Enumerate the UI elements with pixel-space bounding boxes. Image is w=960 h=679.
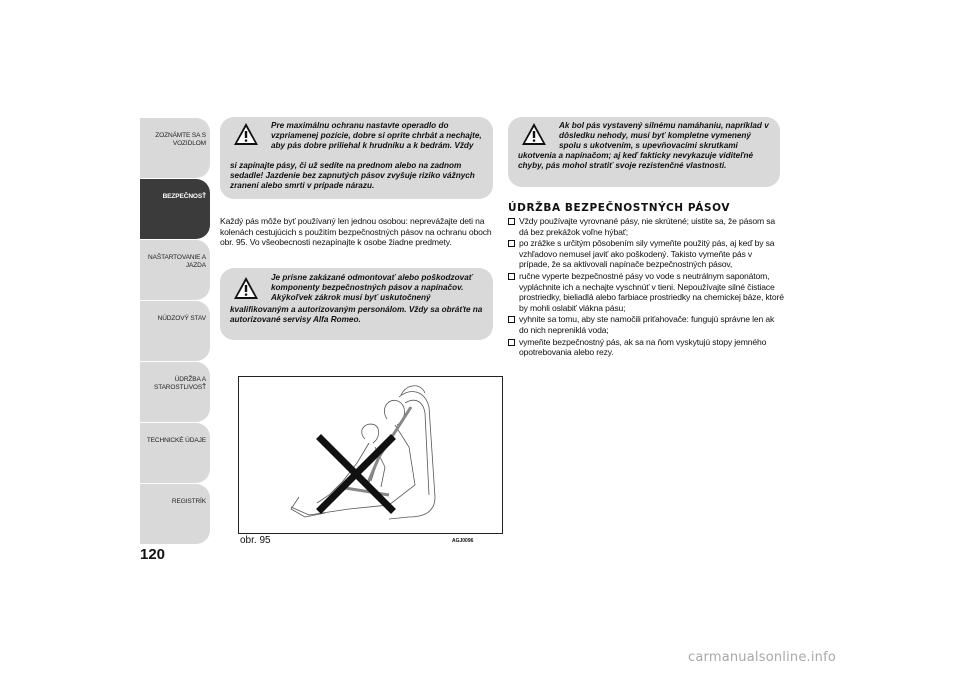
warning-text-lead: Ak bol pás vystavený silnému namáhaniu, napríklad v dôsledku nehody, musí byť kompletne vymenený spolu s ukotvením, s upevňovacími skrutkami	[559, 121, 769, 150]
figure-caption: obr. 95	[240, 535, 271, 546]
checkbox-bullet-icon	[508, 339, 515, 346]
section-title: ÚDRŽBA BEZPEČNOSTNÝCH PÁSOV	[508, 202, 731, 214]
warning-box-no-tampering	[220, 268, 493, 340]
watermark: carmanualsonline.info	[688, 650, 837, 665]
figure-code: AGJ0096	[452, 538, 474, 544]
warning-text-lead: Je prísne zakázané odmontovať alebo poškodzovať komponenty bezpečnostných pásov a napínačov. Akýkoľvek zákrok musí byť uskutočnený	[271, 273, 473, 302]
tab-label: NAŠTARTOVANIE A JAZDA	[148, 254, 206, 269]
tab-nudzovy-stav[interactable]	[140, 301, 210, 361]
figure-child-on-lap-prohibited	[238, 376, 503, 534]
warning-triangle-icon	[233, 276, 259, 300]
checkbox-bullet-icon	[508, 240, 515, 247]
tab-registrik[interactable]	[140, 484, 210, 544]
tab-label: ZOZNÁMTE SA S VOZIDLOM	[155, 132, 206, 147]
warning-triangle-icon	[233, 122, 259, 146]
tab-nastartovanie-a-jazda[interactable]	[140, 240, 210, 300]
warning-box-replace-after-stress	[508, 117, 780, 187]
tab-label: BEZPEČNOSŤ	[162, 193, 206, 200]
warning-text-rest: ukotvenia a napínačom; aj keď fakticky nevykazuje viditeľné chyby, pás mohol stratiť svoje rezistenčné vlastnosti.	[518, 151, 754, 170]
warning-text-lead: Pre maximálnu ochranu nastavte operadlo do vzpriamenej pozície, dobre si oprite chrbát a nechajte, aby pás dobre priliehal k hrudníku a k bedrám. Vždy	[271, 121, 482, 150]
tab-bezpecnost[interactable]	[140, 179, 210, 239]
tab-label: TECHNICKÉ ÚDAJE	[146, 437, 206, 444]
tab-udrzba-a-starostlivost[interactable]	[140, 362, 210, 422]
warning-box-seat-position	[220, 117, 493, 199]
list-item: ručne vyperte bezpečnostné pásy vo vode s neutrálnym saponátom, vypláchnite ich a nechajte vyschnúť v tieni. Nepoužívajte silné čistiace prostriedky, bieliadlá alebo farbiace prostriedky na chemickej báze, ktoré by mohli oslabiť vlákna pásu;	[508, 271, 784, 313]
page-number: 120	[140, 546, 166, 563]
checkbox-bullet-icon	[508, 273, 515, 280]
list-item: vymeňte bezpečnostný pás, ak sa na ňom vyskytujú stopy jemného opotrebovania alebo rezy.	[508, 337, 784, 358]
list-item: Vždy používajte vyrovnané pásy, nie skrútené; uistite sa, že pásom sa dá bez prekážok voľne hýbať;	[508, 216, 784, 237]
maintenance-list	[508, 216, 784, 359]
tab-zoznamte-sa-s-vozidlom[interactable]	[140, 118, 210, 178]
tab-label: ÚDRŽBA A STAROSTLIVOSŤ	[153, 376, 206, 391]
checkbox-bullet-icon	[508, 316, 515, 323]
list-item: po zrážke s určitým pôsobením sily vymeňte použitý pás, aj keď by sa vzhľadovo nemusel javiť ako poškodený. Takisto vymeňte pás v prípade, že sa aktivovali napínače bezpečnostných pásov,	[508, 238, 784, 270]
seat-illustration	[239, 377, 502, 533]
warning-triangle-icon	[521, 122, 547, 146]
tab-label: REGISTRÍK	[171, 498, 206, 505]
warning-text-rest: si zapínajte pásy, či už sedíte na prednom alebo na zadnom sedadle! Jazdenie bez zapnutých pásov zvyšuje riziko vážnych zranení alebo smrti v prípade nárazu.	[230, 161, 475, 190]
tab-label: NÚDZOVÝ STAV	[157, 315, 206, 322]
tab-technicke-udaje[interactable]	[140, 423, 210, 483]
list-item: vyhnite sa tomu, aby ste namočili priťahovače: fungujú správne len ak do nich nepreniklá voda;	[508, 314, 784, 335]
warning-text-rest: kvalifikovaným a autorizovaným personálom. Vždy sa obráťte na autorizované servisy Alfa Romeo.	[230, 305, 483, 324]
body-paragraph: Každý pás môže byť používaný len jednou osobou: neprevážajte deti na kolenách cestujúcich s použitím bezpečnostných pásov na ochranu oboch obr. 95. Vo všeobecnosti nezapínajte k osobe žiadne predmety.	[220, 216, 492, 248]
checkbox-bullet-icon	[508, 218, 515, 225]
